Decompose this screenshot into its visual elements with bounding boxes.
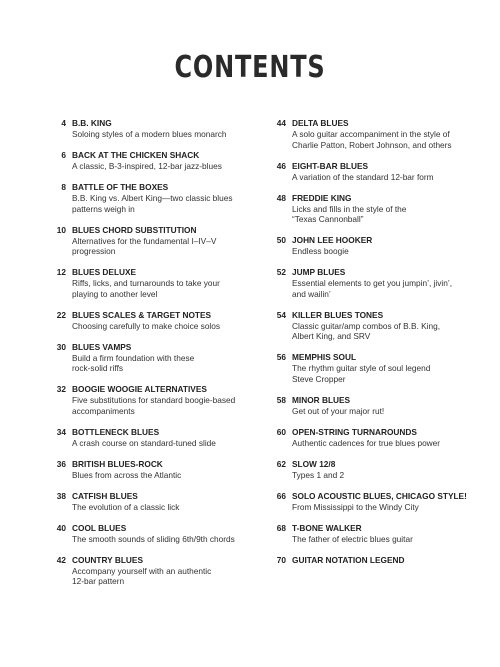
toc-entry[interactable]	[270, 235, 495, 257]
entry-title: B.B. KING	[72, 118, 112, 128]
entry-description: The evolution of a classic lick	[72, 501, 180, 512]
toc-entry[interactable]	[50, 491, 275, 513]
toc-entry[interactable]	[50, 427, 275, 449]
toc-entry[interactable]	[270, 352, 495, 384]
toc-entry[interactable]	[270, 193, 495, 225]
entry-title: BLUES DELUXE	[72, 267, 137, 277]
toc-column-left	[50, 118, 275, 597]
entry-description: A variation of the standard 12-bar form	[292, 171, 434, 182]
toc-entry[interactable]	[270, 491, 495, 513]
toc-entry[interactable]	[270, 267, 495, 299]
page-number: 50	[276, 235, 286, 245]
entry-description: progression	[72, 246, 116, 256]
page-number: 38	[56, 490, 66, 501]
entry-description: A crash course on standard-tuned slide	[72, 437, 216, 448]
entry-description: patterns weigh in	[72, 203, 135, 214]
page-number: 46	[276, 160, 286, 171]
page-number: 12	[56, 267, 66, 277]
entry-description: A solo guitar accompaniment in the style of	[292, 129, 450, 139]
toc-entry[interactable]	[270, 310, 495, 342]
page-number: 68	[276, 522, 286, 533]
page-number: 8	[61, 182, 66, 192]
entry-description: A classic, B-3-inspired, 12-bar jazz-blues	[72, 161, 222, 171]
entry-title: MINOR BLUES	[292, 394, 351, 405]
toc-entry[interactable]	[50, 384, 275, 416]
page-number: 40	[56, 522, 66, 533]
page-number: 30	[56, 341, 66, 352]
page-number: 48	[276, 192, 286, 203]
entry-title: SLOW 12/8	[292, 458, 336, 469]
entry-title: COUNTRY BLUES	[72, 554, 143, 565]
toc-entry[interactable]	[270, 523, 495, 545]
toc-entry[interactable]	[50, 342, 275, 374]
toc-entry[interactable]	[50, 182, 275, 214]
toc-entry[interactable]	[270, 459, 495, 481]
entry-description: playing to another level	[72, 288, 158, 299]
page-number: 6	[61, 150, 66, 160]
entry-title: BRITISH BLUES-ROCK	[72, 458, 163, 469]
entry-description: Five substitutions for standard boogie-based	[72, 395, 236, 405]
page-number: 22	[56, 309, 66, 320]
entry-title: CATFISH BLUES	[72, 490, 138, 501]
entry-description: 12-bar pattern	[72, 576, 125, 586]
entry-description: The smooth sounds of sliding 6th/9th chords	[72, 533, 235, 544]
page-number: 56	[276, 352, 286, 362]
page-number: 70	[276, 554, 286, 565]
toc-column-right	[270, 118, 495, 576]
toc-entry[interactable]	[50, 523, 275, 545]
entry-description: Albert King, and SRV	[292, 331, 371, 341]
entry-description: Authentic cadences for true blues power	[292, 437, 441, 448]
entry-description: and wailin’	[292, 288, 331, 299]
entry-description: Charlie Patton, Robert Johnson, and others	[292, 139, 452, 150]
page-number: 54	[276, 309, 286, 320]
page-number: 42	[56, 554, 66, 565]
entry-description: Endless boogie	[292, 246, 349, 256]
entry-title: COOL BLUES	[72, 522, 127, 533]
page-number: 60	[276, 426, 286, 437]
page-number: 32	[56, 384, 66, 394]
entry-title: KILLER BLUES TONES	[292, 309, 384, 320]
entry-description: Build a firm foundation with these	[72, 352, 195, 363]
toc-entry[interactable]	[50, 118, 275, 140]
entry-description: rock-solid riffs	[72, 363, 124, 373]
entry-title: DELTA BLUES	[292, 118, 349, 128]
entry-description: B.B. King vs. Albert King—two classic blues	[72, 193, 233, 203]
entry-description: Essential elements to get you jumpin’, jivin’,	[292, 278, 453, 288]
entry-description: Accompany yourself with an authentic	[72, 565, 212, 576]
page-title: CONTENTS	[174, 50, 326, 85]
page-number: 34	[56, 426, 66, 437]
toc-entry[interactable]	[50, 555, 275, 587]
entry-description: Blues from across the Atlantic	[72, 469, 182, 480]
entry-title: JUMP BLUES	[292, 267, 346, 277]
entry-title: BLUES SCALES & TARGET NOTES	[72, 309, 212, 320]
toc-entry[interactable]	[270, 118, 495, 150]
entry-title: T-BONE WALKER	[292, 522, 362, 533]
entry-description: The father of electric blues guitar	[292, 533, 413, 544]
entry-title: BOOGIE WOOGIE ALTERNATIVES	[72, 384, 207, 394]
entry-title: OPEN-STRING TURNAROUNDS	[292, 426, 417, 437]
entry-title: GUITAR NOTATION LEGEND	[292, 554, 405, 565]
toc-entry[interactable]	[270, 555, 495, 566]
toc-entry[interactable]	[270, 161, 495, 183]
entry-description: Alternatives for the fundamental I–IV–V	[72, 235, 217, 246]
entry-description: Get out of your major rut!	[292, 405, 385, 416]
page-number: 10	[56, 224, 66, 235]
entry-title: JOHN LEE HOOKER	[292, 235, 373, 245]
toc-entry[interactable]	[50, 267, 275, 299]
entry-title: BLUES CHORD SUBSTITUTION	[72, 224, 197, 235]
entry-description: Choosing carefully to make choice solos	[72, 320, 221, 331]
page-number: 44	[276, 118, 286, 128]
entry-title: FREDDIE KING	[292, 192, 352, 203]
entry-title: BATTLE OF THE BOXES	[72, 182, 169, 192]
entry-description: “Texas Cannonball”	[292, 214, 364, 224]
entry-title: EIGHT-BAR BLUES	[292, 160, 369, 171]
page-number: 58	[276, 394, 286, 405]
toc-entry[interactable]	[270, 395, 495, 417]
entry-description: The rhythm guitar style of soul legend	[292, 363, 431, 373]
entry-title: BLUES VAMPS	[72, 341, 132, 352]
page-number: 62	[276, 458, 286, 469]
entry-title: BACK AT THE CHICKEN SHACK	[72, 150, 200, 160]
page-number: 66	[276, 490, 286, 501]
page-number: 52	[276, 267, 286, 277]
entry-title: SOLO ACOUSTIC BLUES, CHICAGO STYLE!	[292, 490, 467, 501]
toc-entry[interactable]	[50, 459, 275, 481]
entry-description: Riffs, licks, and turnarounds to take your	[72, 278, 220, 288]
toc-entry[interactable]	[50, 150, 275, 172]
entry-description: Licks and fills in the style of the	[292, 203, 407, 214]
entry-title: BOTTLENECK BLUES	[72, 426, 160, 437]
entry-description: Types 1 and 2	[292, 469, 345, 480]
toc-entry[interactable]	[50, 310, 275, 332]
entry-description: From Mississippi to the Windy City	[292, 501, 419, 512]
toc-entry[interactable]	[270, 427, 495, 449]
entry-description: Classic guitar/amp combos of B.B. King,	[292, 320, 441, 331]
entry-title: MEMPHIS SOUL	[292, 352, 357, 362]
page-number: 4	[61, 118, 66, 128]
entry-description: Soloing styles of a modern blues monarch	[72, 129, 227, 139]
toc-entry[interactable]	[50, 225, 275, 257]
entry-description: accompaniments	[72, 405, 135, 416]
entry-description: Steve Cropper	[292, 373, 346, 384]
page-number: 36	[56, 458, 66, 469]
